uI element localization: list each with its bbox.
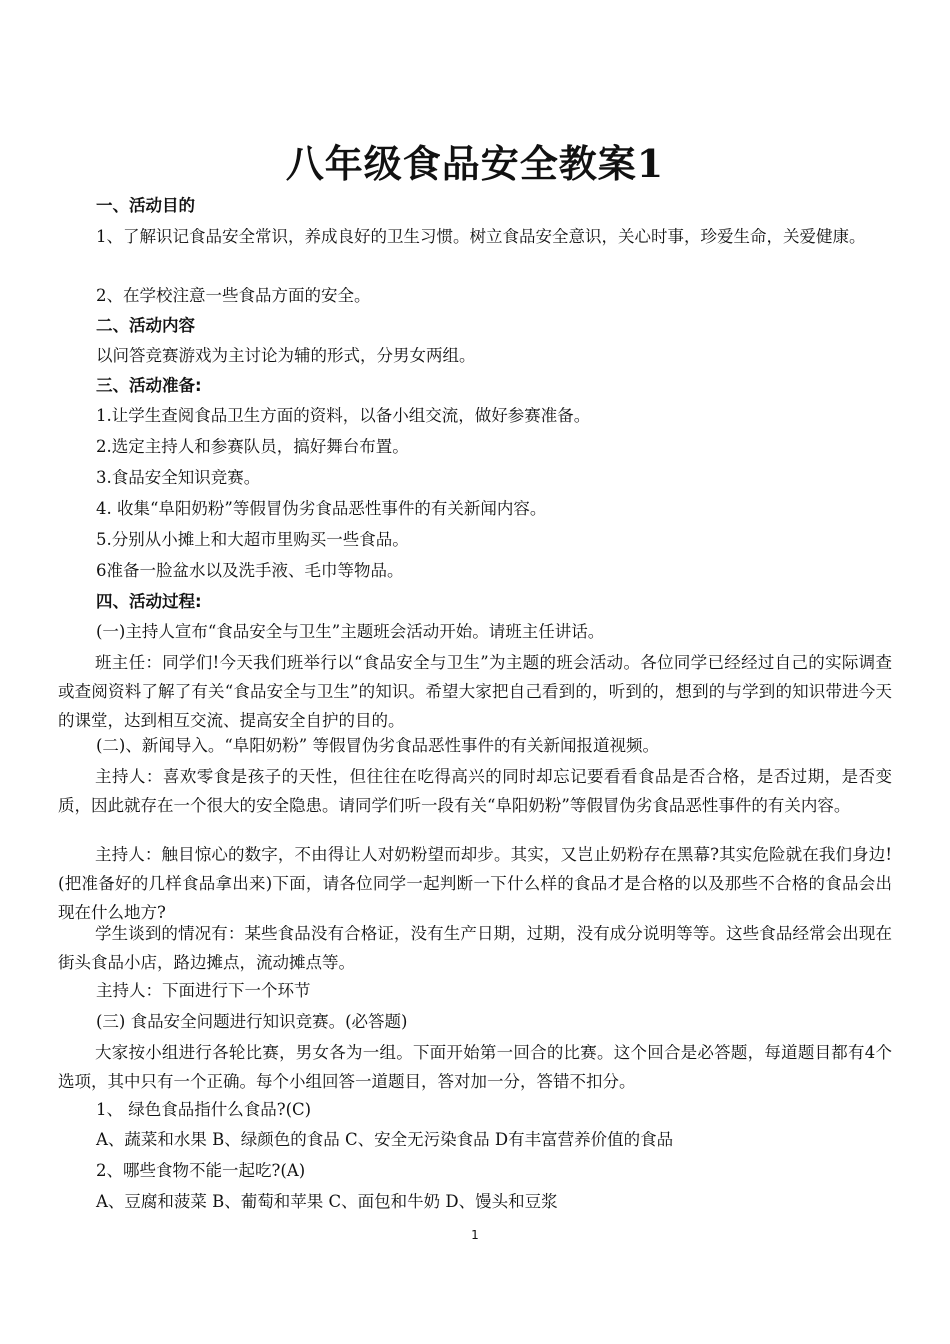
prep-item-6: 6准备一脸盆水以及洗手液、毛巾等物品。 — [96, 561, 404, 580]
question-1: 1、 绿色食品指什么食品?(C) — [96, 1100, 312, 1119]
purpose-item-1 — [96, 222, 892, 251]
question-2: 2、哪些食物不能一起吃?(A) — [96, 1161, 306, 1180]
section-heading-content: 二、活动内容 — [96, 316, 195, 335]
question-2-options: A、豆腐和菠菜 B、葡萄和苹果 C、面包和牛奶 D、馒头和豆浆 — [96, 1192, 558, 1211]
page-number: 1 — [471, 1228, 479, 1242]
process-step-2: (二)、新闻导入。“阜阳奶粉” 等假冒伪劣食品恶性事件的有关新闻报道视频。 — [96, 736, 659, 755]
process-step-3: (三) 食品安全问题进行知识竞赛。(必答题) — [96, 1012, 408, 1031]
purpose-item-2: 2、在学校注意一些食品方面的安全。 — [96, 286, 371, 305]
process-step-1: (一)主持人宣布“食品安全与卫生”主题班会活动开始。请班主任讲话。 — [96, 622, 605, 641]
prep-item-4: 4. 收集“阜阳奶粉”等假冒伪劣食品恶性事件的有关新闻内容。 — [96, 499, 547, 518]
section-heading-purpose: 一、活动目的 — [96, 196, 195, 215]
prep-item-5: 5.分别从小摊上和大超市里购买一些食品。 — [96, 530, 409, 549]
purpose-item-1-text: 1、了解识记食品安全常识，养成良好的卫生习惯。树立食品安全意识，关心时事，珍爱生命，关爱健康。 — [96, 227, 866, 246]
prep-item-3: 3.食品安全知识竞赛。 — [96, 468, 261, 487]
content-text: 以问答竞赛游戏为主讨论为辅的形式，分男女两组。 — [96, 346, 476, 365]
prep-item-2: 2.选定主持人和参赛队员，搞好舞台布置。 — [96, 437, 409, 456]
section-heading-preparation: 三、活动准备: — [96, 376, 202, 395]
students-discussion: 学生谈到的情况有：某些食品没有合格证，没有生产日期，过期，没有成分说明等等。这些食品经常会出现在街头食品小店，路边摊点，流动摊点等。 — [58, 924, 892, 972]
section-heading-process: 四、活动过程: — [96, 592, 202, 611]
competition-rules: 大家按小组进行各轮比赛，男女各为一组。下面开始第一回合的比赛。这个回合是必答题，每道题目都有4个选项，其中只有一个正确。每个小组回答一道题目，答对加一分，答错不扣分。 — [58, 1043, 892, 1091]
host-speech-3: 主持人：下面进行下一个环节 — [96, 981, 311, 1000]
question-1-options: A、蔬菜和水果 B、绿颜色的食品 C、安全无污染食品 D有丰富营养价值的食品 — [96, 1130, 674, 1149]
document-title: 八年级食品安全教案1 — [285, 141, 665, 186]
host-speech-1: 主持人：喜欢零食是孩子的天性，但往往在吃得高兴的同时却忘记要看看食品是否合格，是否过期，是否变质，因此就存在一个很大的安全隐患。请同学们听一段有关“阜阳奶粉”等假冒伪劣食品恶性事件的有关内容。 — [58, 767, 892, 815]
prep-item-1: 1.让学生查阅食品卫生方面的资料，以备小组交流，做好参赛准备。 — [96, 406, 591, 425]
teacher-speech: 班主任：同学们!今天我们班举行以“食品安全与卫生”为主题的班会活动。各位同学已经经过自己的实际调查或查阅资料了解了有关“食品安全与卫生”的知识。希望大家把自己看到的，听到的，想到的与学到的知识带进今天的课堂，达到相互交流、提高安全自护的目的。 — [58, 653, 892, 730]
host-speech-2: 主持人：触目惊心的数字，不由得让人对奶粉望而却步。其实，又岂止奶粉存在黑幕?其实危险就在我们身边!(把准备好的几样食品拿出来)下面，请各位同学一起判断一下什么样的食品才是合格的以及那些不合格的食品会出现在什么地方? — [58, 845, 892, 922]
